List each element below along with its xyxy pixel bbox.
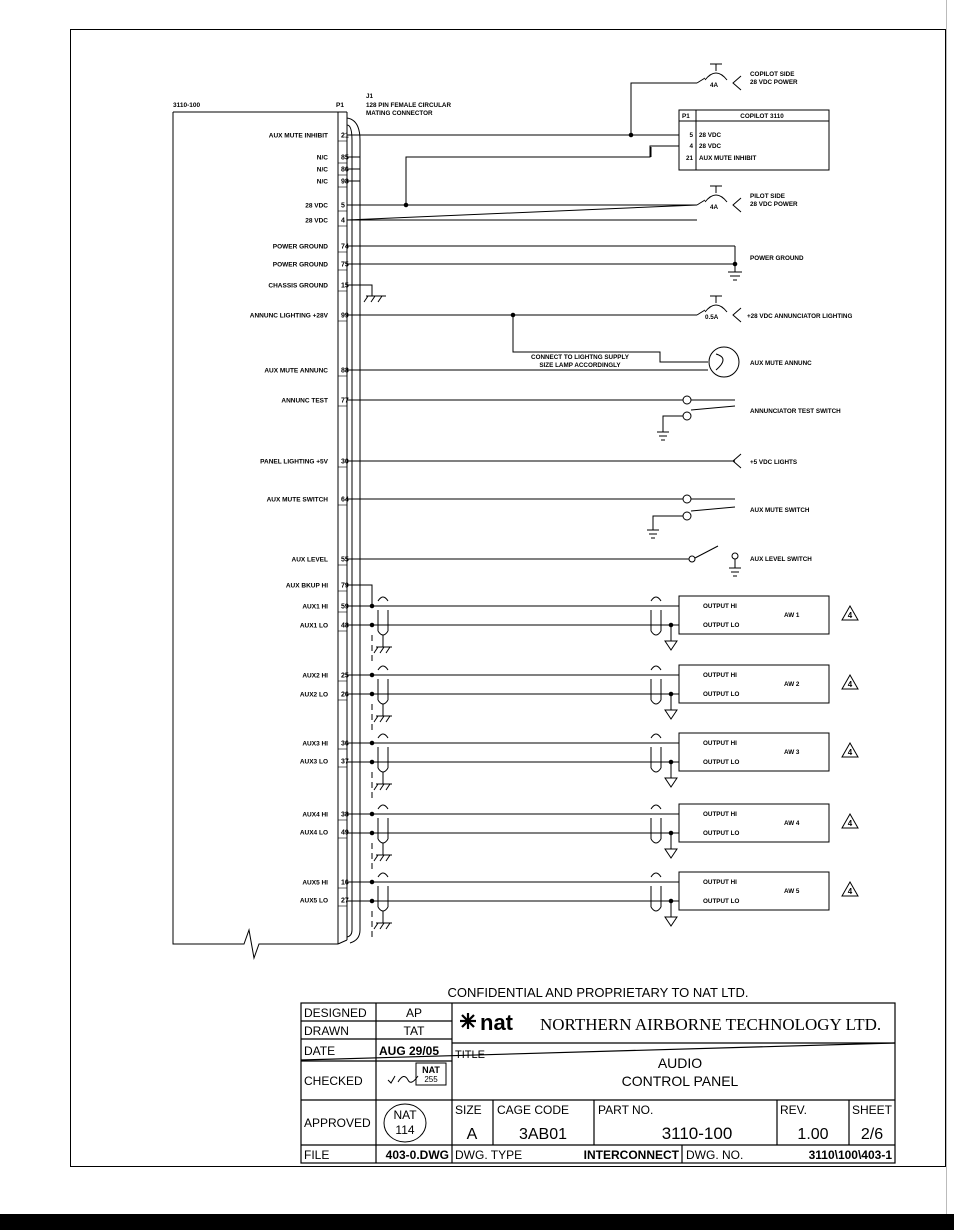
copilot-row-pin-2: 4	[689, 143, 693, 150]
wire-nc-group	[347, 157, 360, 181]
wire-annunc-lighting	[347, 313, 708, 362]
aw-output-hi: OUTPUT HI	[703, 811, 737, 818]
aux-level-switch-label: AUX LEVEL SWITCH	[750, 556, 812, 563]
pin-number: 85	[341, 154, 349, 162]
pin-labels	[250, 133, 349, 907]
aw-name: AW 1	[784, 612, 800, 619]
j1-desc-2: MATING CONNECTOR	[366, 110, 433, 117]
pin-label: AUX LEVEL	[291, 556, 328, 564]
copilot-row-label-2: 28 VDC	[699, 143, 722, 150]
aw-name: AW 3	[784, 749, 800, 756]
file-label: FILE	[304, 1148, 330, 1162]
aw-box	[679, 665, 858, 703]
dwg-type-value: INTERCONNECT	[583, 1148, 679, 1162]
lighting-note-2: SIZE LAMP ACCORDINGLY	[539, 362, 621, 369]
pin-number: 48	[341, 622, 349, 630]
size-label: SIZE	[455, 1103, 482, 1117]
aux-mute-annunc-label: AUX MUTE ANNUNC	[750, 360, 812, 367]
check-stamp-num: 255	[424, 1075, 438, 1084]
pin-number: 21	[341, 132, 349, 140]
pin-number: 77	[341, 397, 349, 405]
drawn-label: DRAWN	[304, 1024, 349, 1038]
note-number: 4	[847, 611, 853, 620]
aw-output-hi: OUTPUT HI	[703, 672, 737, 679]
pin-number: 36	[341, 740, 349, 748]
pin-label: AUX MUTE SWITCH	[266, 496, 328, 504]
pin-number: 26	[341, 691, 349, 699]
nat-logo-star	[460, 1013, 476, 1029]
pilot-power-label-1: PILOT SIDE	[750, 193, 785, 200]
date-value: AUG 29/05	[379, 1044, 440, 1058]
sheet-label: SHEET	[852, 1103, 893, 1117]
annunc-fuse-rating: 0.5A	[705, 314, 719, 321]
pin-number: 64	[341, 496, 349, 504]
copilot-box-title: COPILOT 3110	[740, 113, 784, 120]
j1-ref: J1	[366, 93, 374, 100]
note-number: 4	[847, 887, 853, 896]
aw-output-hi: OUTPUT HI	[703, 879, 737, 886]
aw-output-lo: OUTPUT LO	[703, 691, 740, 698]
copilot-box-p1: P1	[682, 113, 690, 120]
rev-value: 1.00	[797, 1126, 829, 1143]
aux-pair	[347, 597, 679, 665]
pin-label: AUX3 HI	[302, 740, 328, 748]
pin-label: AUX1 LO	[299, 622, 328, 630]
copilot-power-label-2: 28 VDC POWER	[750, 79, 798, 86]
pilot-power-label-2: 28 VDC POWER	[750, 201, 798, 208]
pin-number: 25	[341, 672, 349, 680]
note-number: 4	[847, 819, 853, 828]
pin-label: 28 VDC	[305, 217, 328, 225]
pin-number: 74	[341, 243, 349, 251]
approved-stamp	[384, 1104, 426, 1142]
pin-number: 37	[341, 758, 349, 766]
aw-output-hi: OUTPUT HI	[703, 603, 737, 610]
approved-stamp-nat: NAT	[393, 1108, 417, 1122]
check-stamp	[388, 1063, 446, 1085]
pin-number: 79	[341, 582, 349, 590]
file-value: 403-0.DWG	[385, 1148, 449, 1162]
cage-label: CAGE CODE	[497, 1103, 570, 1117]
pin-label: AUX4 LO	[299, 829, 328, 837]
copilot-power-label-1: COPILOT SIDE	[750, 71, 795, 78]
wire-power-ground	[347, 246, 742, 280]
pin-number: 59	[341, 603, 349, 611]
pin-label: POWER GROUND	[272, 261, 328, 269]
pin-number: 38	[341, 811, 349, 819]
pin-label: AUX MUTE INHIBIT	[268, 132, 328, 140]
drawn-value: TAT	[403, 1024, 425, 1038]
pin-label: AUX2 LO	[299, 691, 328, 699]
j1-desc-1: 128 PIN FEMALE CIRCULAR	[366, 102, 452, 109]
aw-box	[679, 872, 858, 910]
dwg-no-value: 3110\100\403-1	[808, 1148, 892, 1162]
aw-output-hi: OUTPUT HI	[703, 740, 737, 747]
pin-label: N/C	[316, 178, 328, 186]
power-ground-label: POWER GROUND	[750, 255, 804, 262]
copilot-fuse-rating: 4A	[710, 82, 719, 89]
designed-value: AP	[405, 1006, 423, 1020]
unit-ref: 3110-100	[173, 102, 201, 109]
approved-label: APPROVED	[304, 1116, 371, 1130]
designed-label: DESIGNED	[304, 1006, 367, 1020]
aux-pair	[347, 805, 679, 873]
pin-label: ANNUNC LIGHTING +28V	[249, 312, 328, 320]
pin-label: POWER GROUND	[272, 243, 328, 251]
check-stamp-nat: NAT	[422, 1065, 440, 1075]
date-label: DATE	[304, 1044, 336, 1058]
pin-number: 55	[341, 556, 349, 564]
copilot-row-label-3: AUX MUTE INHIBIT	[699, 155, 757, 162]
pin-number: 86	[341, 166, 349, 174]
copilot-fuse-symbol	[697, 64, 741, 90]
dwg-type-label: DWG. TYPE	[455, 1148, 523, 1162]
pin-number: 27	[341, 897, 349, 905]
wire-panel-lighting	[347, 454, 741, 468]
pin-number: 75	[341, 261, 349, 269]
pin-number: 49	[341, 829, 349, 837]
wire-aux-mute-switch	[347, 495, 735, 538]
p1-ref: P1	[336, 102, 344, 109]
pin-number: 16	[341, 879, 349, 887]
aw-output-lo: OUTPUT LO	[703, 622, 740, 629]
wire-28vdc	[347, 146, 697, 220]
pilot-fuse-rating: 4A	[710, 204, 719, 211]
pin-label: AUX3 LO	[299, 758, 328, 766]
pin-label: PANEL LIGHTING +5V	[260, 458, 328, 466]
annunc-lighting-label: +28 VDC ANNUNCIATOR LIGHTING	[747, 313, 853, 320]
pin-label: ANNUNC TEST	[281, 397, 328, 405]
company-name: NORTHERN AIRBORNE TECHNOLOGY LTD.	[540, 1015, 882, 1034]
wire-aux-level	[347, 546, 741, 576]
aux-mute-switch-label: AUX MUTE SWITCH	[750, 507, 810, 514]
cage-value: 3AB01	[518, 1126, 568, 1143]
copilot-row-pin-3: 21	[685, 155, 693, 162]
pin-number: 98	[341, 178, 349, 186]
aux-pair	[347, 666, 679, 734]
pilot-fuse-symbol	[697, 186, 741, 212]
copilot-3110-box	[679, 110, 829, 170]
pin-label: 28 VDC	[305, 202, 328, 210]
pin-label: CHASSIS GROUND	[268, 282, 328, 290]
note-number: 4	[847, 680, 853, 689]
title-label: TITLE	[455, 1049, 485, 1061]
pin-label: AUX BKUP HI	[285, 582, 328, 590]
copilot-row-pin-1: 5	[689, 132, 693, 139]
lighting-note-1: CONNECT TO LIGHTNG SUPPLY	[531, 354, 629, 361]
pin-label: AUX5 LO	[299, 897, 328, 905]
aux-shielded-pairs	[347, 597, 679, 941]
annunc-fuse-symbol	[697, 296, 741, 322]
aw-name: AW 5	[784, 888, 800, 895]
approved-stamp-num: 114	[395, 1123, 415, 1137]
pin-label: N/C	[316, 166, 328, 174]
size-value: A	[466, 1126, 478, 1143]
wire-annunc-test	[347, 396, 735, 440]
aux-pair	[347, 734, 679, 802]
unit-3110-100	[173, 112, 360, 958]
aw-name: AW 2	[784, 681, 800, 688]
dwg-no-label: DWG. NO.	[686, 1148, 744, 1162]
rev-label: REV.	[780, 1103, 807, 1117]
pin-number: 5	[341, 202, 345, 210]
note-number: 4	[847, 748, 853, 757]
aw-output-lo: OUTPUT LO	[703, 898, 740, 905]
lamp-symbol	[709, 347, 739, 377]
title-line-2: CONTROL PANEL	[621, 1073, 739, 1089]
pin-number: 88	[341, 367, 349, 375]
copilot-row-label-1: 28 VDC	[699, 132, 722, 139]
nat-logo: nat	[480, 1010, 513, 1035]
part-label: PART NO.	[598, 1103, 654, 1117]
annunc-test-switch-label: ANNUNCIATOR TEST SWITCH	[750, 408, 841, 415]
aw-output-lo: OUTPUT LO	[703, 830, 740, 837]
pin-number: 30	[341, 458, 349, 466]
sheet-value: 2/6	[860, 1126, 884, 1143]
aw-box	[679, 804, 858, 842]
part-value: 3110-100	[661, 1124, 733, 1143]
aw-box	[679, 733, 858, 771]
title-line-1: AUDIO	[657, 1055, 703, 1071]
pin-label: AUX4 HI	[302, 811, 328, 819]
pin-label: AUX2 HI	[302, 672, 328, 680]
checked-label: CHECKED	[304, 1074, 363, 1088]
pin-label: AUX MUTE ANNUNC	[264, 367, 328, 375]
aw-name: AW 4	[784, 820, 800, 827]
title-block-grid	[301, 1003, 895, 1163]
confidential-notice: CONFIDENTIAL AND PROPRIETARY TO NAT LTD.	[447, 985, 749, 1000]
pin-number: 15	[341, 282, 349, 290]
pin-number: 4	[341, 217, 345, 225]
vdc-lights-label: +5 VDC LIGHTS	[750, 459, 798, 466]
pin-label: AUX5 HI	[302, 879, 328, 887]
wire-chassis-ground	[347, 285, 386, 302]
aw-output-lo: OUTPUT LO	[703, 759, 740, 766]
aux-pair	[347, 873, 679, 941]
aw-boxes	[679, 596, 858, 910]
aw-box	[679, 596, 858, 634]
pin-number: 99	[341, 312, 349, 320]
pin-label: AUX1 HI	[302, 603, 328, 611]
pin-label: N/C	[316, 154, 328, 162]
